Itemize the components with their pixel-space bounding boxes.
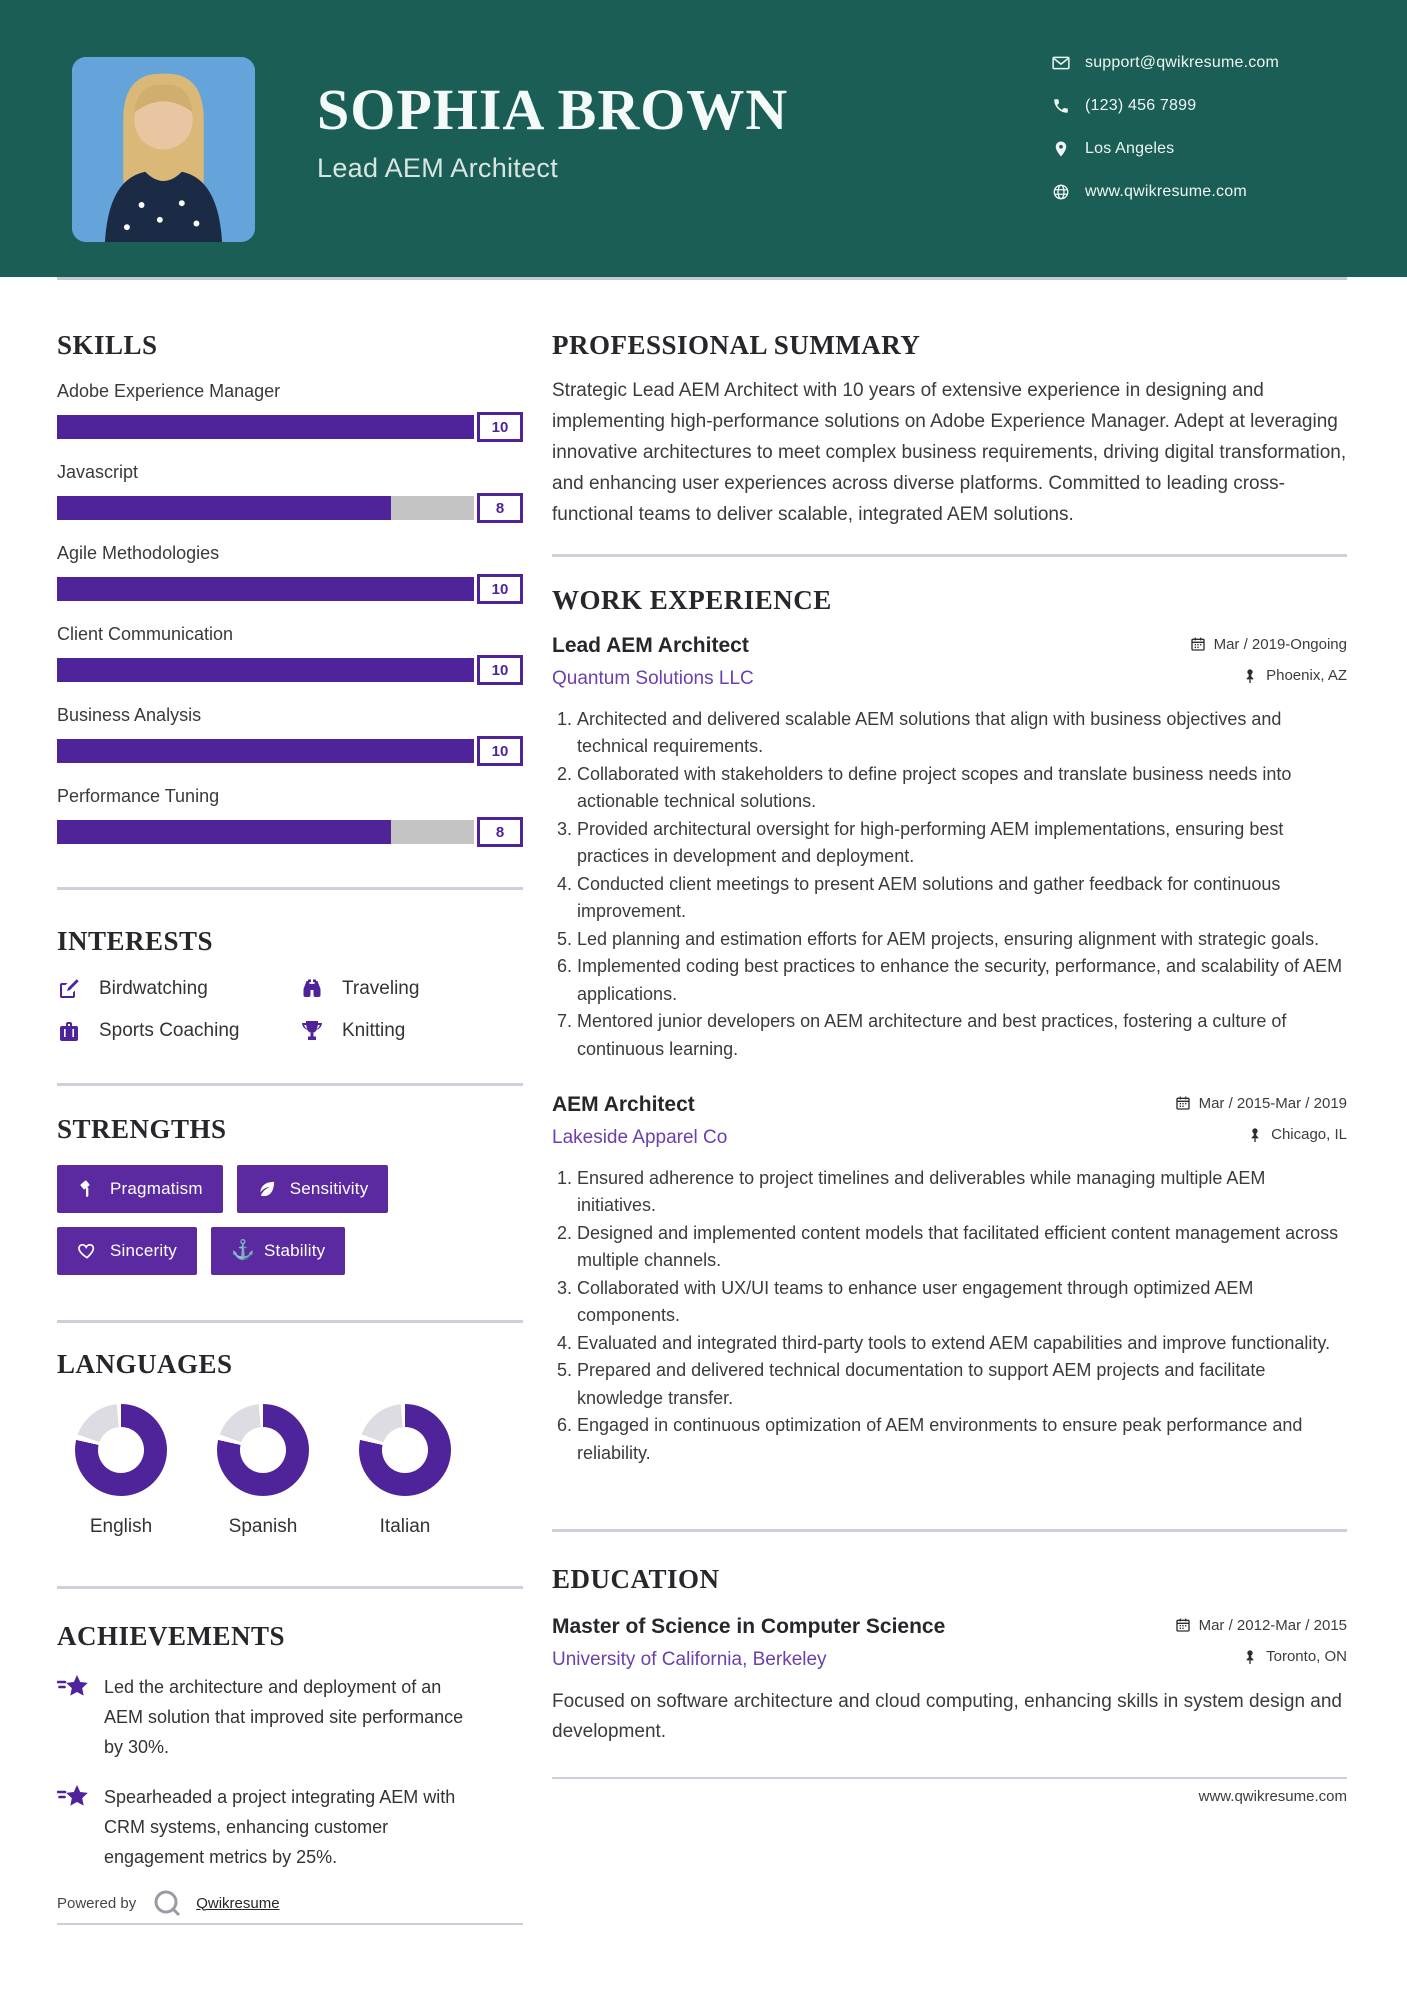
section-divider <box>57 1083 523 1086</box>
section-divider <box>57 1320 523 1323</box>
work-experience-heading: WORK EXPERIENCE <box>552 585 832 615</box>
skill-score-badge: 8 <box>477 817 523 847</box>
pushpin-icon <box>1242 1649 1258 1665</box>
company-link[interactable]: Lakeside Apparel Co <box>552 1126 728 1148</box>
skill-row <box>57 624 523 685</box>
skill-bar <box>57 736 523 766</box>
phone-icon <box>1052 97 1070 115</box>
right-column <box>552 280 1347 1805</box>
job-location: Phoenix, AZ <box>1242 667 1347 684</box>
language-donut-chart <box>75 1404 167 1496</box>
language-item: Spanish <box>217 1404 309 1538</box>
left-column <box>57 280 523 1925</box>
skill-row <box>57 462 523 523</box>
section-divider <box>552 554 1347 557</box>
job-bullet-list <box>552 706 1347 1064</box>
envelope-icon <box>1052 54 1070 72</box>
language-item: Italian <box>359 1404 451 1538</box>
job-subheader <box>552 667 1347 690</box>
strength-badge: ⚓ Stability <box>211 1227 345 1275</box>
qwikresume-link[interactable]: Qwikresume <box>196 1894 280 1912</box>
school-link[interactable]: University of California, Berkeley <box>552 1648 827 1670</box>
skill-row <box>57 705 523 766</box>
languages-list <box>75 1404 523 1538</box>
skill-bar <box>57 574 523 604</box>
education-header <box>552 1615 1347 1639</box>
job-subheader <box>552 1126 1347 1149</box>
job-bullet: 5. Prepared and delivered technical documentation to support AEM projects and facilitate knowledge transfer. <box>577 1357 1347 1412</box>
pushpin-icon <box>1247 1127 1263 1143</box>
skill-name: Performance Tuning <box>57 786 220 806</box>
achievement-item: Led the architecture and deployment of an AEM solution that improved site performance by 30%. <box>57 1672 523 1762</box>
job-bullet: 3. Provided architectural oversight for high-performing AEM implementations, ensuring best practices in development and deployment. <box>577 816 1347 871</box>
job-bullet: 2. Collaborated with stakeholders to define project scopes and translate business needs into actionable technical solutions. <box>577 761 1347 816</box>
pushpin-icon <box>1242 668 1258 684</box>
skill-name: Agile Methodologies <box>57 543 220 563</box>
powered-by-row <box>57 1888 523 1918</box>
strength-badge: Sensitivity <box>237 1165 389 1213</box>
skill-fill <box>57 820 391 844</box>
education-date: Mar / 2012-Mar / 2015 <box>1175 1617 1347 1634</box>
job-location: Chicago, IL <box>1247 1126 1347 1143</box>
interest-item: Traveling <box>300 977 523 1001</box>
calendar-icon <box>1175 1095 1191 1111</box>
candidate-title: Lead AEM Architect <box>317 153 559 183</box>
job-bullet: 4. Evaluated and integrated third-party tools to extend AEM capabilities and improve functionality. <box>577 1330 1347 1358</box>
strength-badge: Sincerity <box>57 1227 197 1275</box>
skill-fill <box>57 739 474 763</box>
profile-photo <box>72 57 255 242</box>
interest-item: Knitting <box>300 1019 523 1043</box>
skill-name: Javascript <box>57 462 139 482</box>
skills-heading: SKILLS <box>57 330 158 360</box>
skill-score-badge: 8 <box>477 493 523 523</box>
language-item: English <box>75 1404 167 1538</box>
profile-photo-illustration <box>72 57 255 242</box>
briefcase-icon <box>57 1019 81 1043</box>
skill-fill <box>57 415 474 439</box>
footer-divider <box>57 1923 523 1925</box>
skill-score-badge: 10 <box>477 574 523 604</box>
calendar-icon <box>1175 1617 1191 1633</box>
job-date: Mar / 2015-Mar / 2019 <box>1175 1095 1347 1112</box>
binoculars-icon <box>300 977 324 1001</box>
job-bullet: 1. Ensured adherence to project timelines and deliverables while managing multiple AEM initiatives. <box>577 1165 1347 1220</box>
education-heading: EDUCATION <box>552 1564 720 1594</box>
skill-bar <box>57 493 523 523</box>
interest-item: Sports Coaching <box>57 1019 300 1043</box>
job-bullet: 4. Conducted client meetings to present AEM solutions and gather feedback for continuous improvement. <box>577 871 1347 926</box>
skill-fill <box>57 577 474 601</box>
job-date: Mar / 2019-Ongoing <box>1190 636 1347 653</box>
skill-name: Adobe Experience Manager <box>57 381 281 401</box>
skill-score-badge: 10 <box>477 412 523 442</box>
skill-bar <box>57 412 523 442</box>
qwikresume-logo <box>152 1888 182 1918</box>
job-bullet: 6. Implemented coding best practices to enhance the security, performance, and scalability of AEM applications. <box>577 953 1347 1008</box>
job-bullet: 1. Architected and delivered scalable AEM solutions that align with business objectives and technical requirements. <box>577 706 1347 761</box>
job-bullet: 6. Engaged in continuous optimization of AEM environments to ensure peak performance and reliability. <box>577 1412 1347 1467</box>
shooting-star-icon <box>57 1674 91 1704</box>
job-bullet-list <box>552 1165 1347 1468</box>
section-divider <box>57 1586 523 1589</box>
languages-heading: LANGUAGES <box>57 1349 233 1379</box>
strengths-heading: STRENGTHS <box>57 1114 227 1144</box>
skill-bar <box>57 817 523 847</box>
education-description: Focused on software architecture and cloud computing, enhancing skills in system design and development. <box>552 1690 1342 1742</box>
job-bullet: 2. Designed and implemented content models that facilitated efficient content management across multiple channels. <box>577 1220 1347 1275</box>
company-link[interactable]: Quantum Solutions LLC <box>552 667 754 689</box>
pencil-icon <box>57 977 81 1001</box>
section-divider <box>552 1529 1347 1532</box>
heart-icon <box>77 1241 97 1261</box>
skill-score-badge: 10 <box>477 736 523 766</box>
skill-name: Client Communication <box>57 624 234 644</box>
job-title: Lead AEM Architect <box>552 634 749 657</box>
skill-row <box>57 786 523 847</box>
summary-heading: PROFESSIONAL SUMMARY <box>552 330 921 360</box>
contact-location: Los Angeles <box>1052 140 1279 158</box>
interests-list <box>57 977 523 1043</box>
section-divider <box>57 887 523 890</box>
language-donut-chart <box>359 1404 451 1496</box>
job-bullet: 7. Mentored junior developers on AEM architecture and best practices, fostering a culture of continuous learning. <box>577 1008 1347 1063</box>
footer-divider <box>552 1777 1347 1779</box>
education-subheader <box>552 1648 1347 1671</box>
strength-badge: Pragmatism <box>57 1165 223 1213</box>
footer-website[interactable]: www.qwikresume.com <box>1198 1787 1347 1805</box>
achievements-heading: ACHIEVEMENTS <box>57 1621 286 1651</box>
skill-bar <box>57 655 523 685</box>
contact-phone[interactable]: (123) 456 7899 <box>1052 97 1279 115</box>
skill-score-badge: 10 <box>477 655 523 685</box>
skill-row <box>57 381 523 442</box>
job-bullet: 3. Collaborated with UX/UI teams to enhance user engagement through optimized AEM components. <box>577 1275 1347 1330</box>
interest-item: Birdwatching <box>57 977 300 1001</box>
summary-text: Strategic Lead AEM Architect with 10 years of extensive experience in designing and implementing high-performance solutions on Adobe Experience Manager. Adept at leveraging innovative architectures to meet complex business requirements, driving digital transformation, and enhancing user experiences across diverse platforms. Committed to leading cross-functional teams to deliver scalable, integrated AEM solutions. <box>552 380 1347 525</box>
job-title: AEM Architect <box>552 1093 695 1116</box>
skill-row <box>57 543 523 604</box>
strengths-list <box>57 1165 523 1275</box>
trophy-icon <box>300 1019 324 1043</box>
skill-name: Business Analysis <box>57 705 202 725</box>
header <box>0 0 1407 277</box>
skill-fill <box>57 658 474 682</box>
leaf-icon <box>257 1179 277 1199</box>
contact-website[interactable]: www.qwikresume.com <box>1052 183 1279 201</box>
job-header <box>552 634 1347 658</box>
language-donut-chart <box>217 1404 309 1496</box>
achievement-item: Spearheaded a project integrating AEM with CRM systems, enhancing customer engagement metrics by 25%. <box>57 1782 523 1872</box>
job-header <box>552 1093 1347 1117</box>
candidate-name: SOPHIA BROWN <box>317 77 789 142</box>
interests-heading: INTERESTS <box>57 926 214 956</box>
education-location: Toronto, ON <box>1242 1648 1347 1665</box>
globe-icon <box>1052 183 1070 201</box>
calendar-icon <box>1190 636 1206 652</box>
gavel-icon <box>77 1179 97 1199</box>
contact-block <box>1052 54 1279 226</box>
degree-title: Master of Science in Computer Science <box>552 1615 946 1638</box>
shooting-star-icon <box>57 1784 91 1814</box>
contact-email[interactable]: support@qwikresume.com <box>1052 54 1279 72</box>
location-icon <box>1052 140 1070 158</box>
powered-by-label: Powered by <box>57 1894 137 1912</box>
job-bullet: 5. Led planning and estimation efforts for AEM projects, ensuring alignment with strategic goals. <box>577 926 1347 954</box>
skill-fill <box>57 496 391 520</box>
anchor-icon: ⚓ <box>231 1240 255 1261</box>
